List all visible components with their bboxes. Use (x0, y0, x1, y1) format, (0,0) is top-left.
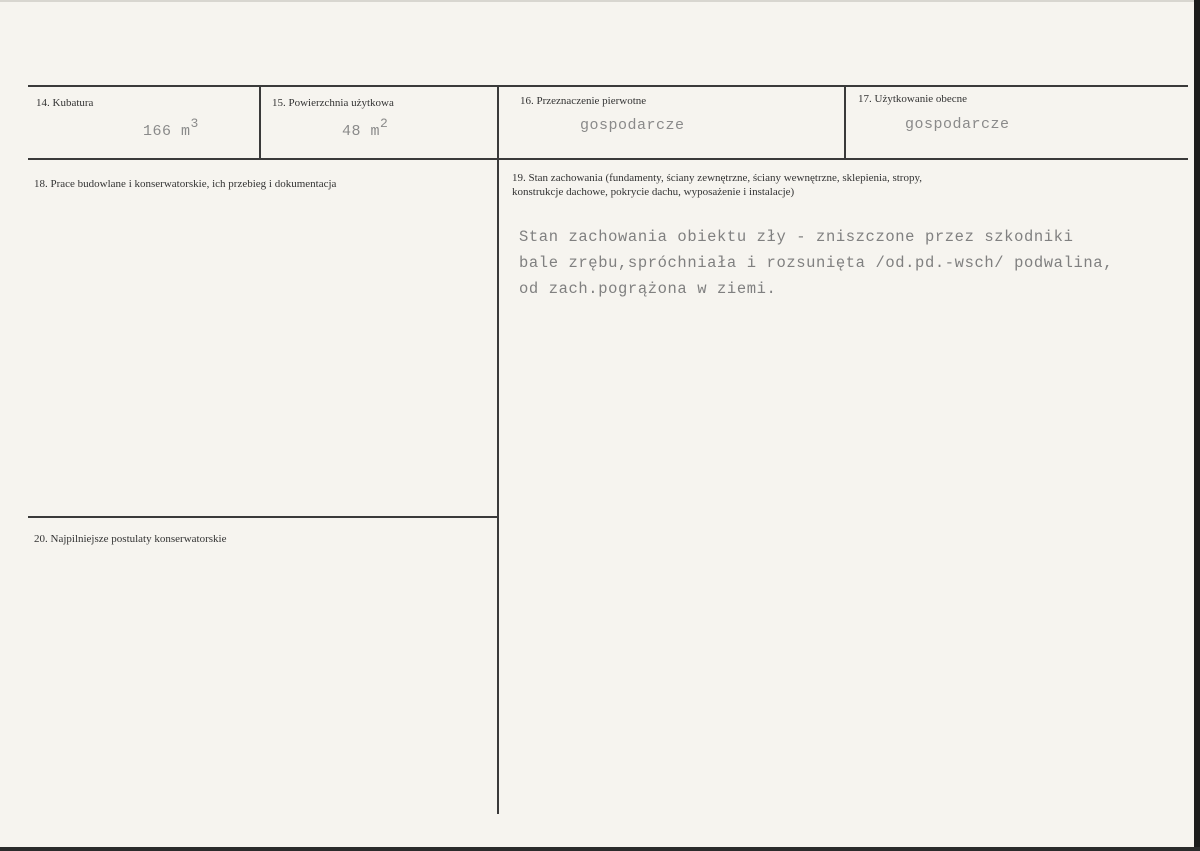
uzytkowanie-value: gospodarcze (905, 116, 1010, 133)
card-top-edge (0, 0, 1200, 2)
przeznaczenie-label: 16. Przeznaczenie pierwotne (520, 95, 647, 107)
card-right-edge (1194, 0, 1200, 851)
section-18-bottom-rule (28, 516, 498, 518)
kubatura-number: 166 m (143, 123, 191, 140)
przeznaczenie-value: gospodarcze (580, 117, 685, 134)
divider-main (497, 86, 499, 814)
kubatura-label: 14. Kubatura (36, 97, 94, 109)
powierzchnia-number: 48 m (342, 123, 381, 140)
divider-16-17 (844, 86, 846, 159)
kubatura-exponent: 3 (190, 116, 199, 131)
stan-zachowania-text (519, 224, 1113, 302)
prace-budowlane-label: 18. Prace budowlane i konserwatorskie, ich przebieg i dokumentacja (34, 178, 337, 190)
powierzchnia-label: 15. Powierzchnia użytkowa (272, 97, 394, 109)
stan-zachowania-line: od zach.pogrążona w ziemi. (519, 280, 777, 298)
stan-zachowania-line: bale zrębu,spróchniała i rozsunięta /od.pd.-wsch/ podwalina, (519, 254, 1114, 272)
uzytkowanie-label: 17. Użytkowanie obecne (858, 93, 968, 105)
stan-zachowania-line: Stan zachowania obiektu zły - zniszczone przez szkodniki (519, 228, 1074, 246)
powierzchnia-value (342, 118, 388, 140)
postulaty-label: 20. Najpilniejsze postulaty konserwatorskie (34, 533, 227, 545)
kubatura-value (143, 118, 199, 140)
powierzchnia-exponent: 2 (380, 116, 389, 131)
top-rule (28, 85, 1188, 87)
stan-zachowania-label-line2: konstrukcje dachowe, pokrycie dachu, wyposażenie i instalacje) (512, 186, 795, 198)
stan-zachowania-label-line1: 19. Stan zachowania (fundamenty, ściany zewnętrzne, ściany wewnętrzne, sklepienia, stropy, (512, 172, 923, 184)
card-bottom-edge (0, 847, 1200, 851)
divider-14-15 (259, 86, 261, 159)
header-bottom-rule (28, 158, 1188, 160)
